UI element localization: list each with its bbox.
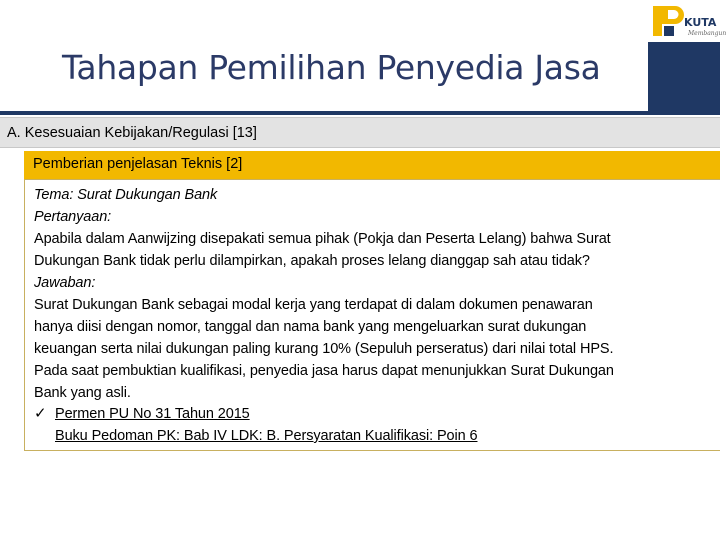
page-title: Tahapan Pemilihan Penyedia Jasa bbox=[62, 48, 601, 87]
pertanyaan-label: Pertanyaan: bbox=[34, 209, 112, 225]
question-line: Apabila dalam Aanwijzing disepakati semua pihak (Pokja dan Peserta Lelang) bahwa Surat bbox=[34, 231, 611, 247]
reference-item: Buku Pedoman PK: Bab IV LDK: B. Persyaratan Kualifikasi: Poin 6 bbox=[55, 428, 478, 444]
tema-line: Tema: Surat Dukungan Bank bbox=[34, 187, 218, 203]
answer-line: keuangan serta nilai dukungan paling kurang 10% (Sepuluh perseratus) dari nilai total HPS. bbox=[34, 341, 614, 357]
section-label: A. Kesesuaian Kebijakan/Regulasi [13] bbox=[7, 125, 257, 141]
answer-line: Pada saat pembuktian kualifikasi, penyedia jasa harus dapat menunjukkan Surat Dukungan bbox=[34, 363, 614, 379]
answer-line: Surat Dukungan Bank sebagai modal kerja yang terdapat di dalam dokumen penawaran bbox=[34, 297, 593, 313]
jawaban-label: Jawaban: bbox=[34, 275, 96, 291]
title-underline bbox=[0, 111, 648, 115]
logo-subtext: Membangun bbox=[688, 30, 726, 37]
question-line: Dukungan Bank tidak perlu dilampirkan, apakah proses lelang dianggap sah atau tidak? bbox=[34, 253, 590, 269]
section-header bbox=[0, 117, 720, 148]
answer-line: Bank yang asli. bbox=[34, 385, 131, 401]
kementerian-pupr-logo-icon bbox=[651, 4, 687, 38]
logo-text: KUTA bbox=[684, 16, 717, 29]
checkmark-icon: ✓ bbox=[34, 405, 47, 422]
subsection-header bbox=[24, 151, 720, 179]
subsection-label: Pemberian penjelasan Teknis [2] bbox=[33, 156, 243, 172]
answer-line: hanya diisi dengan nomor, tanggal dan nama bank yang mengeluarkan surat dukungan bbox=[34, 319, 587, 335]
content-box bbox=[24, 179, 720, 451]
reference-item: Permen PU No 31 Tahun 2015 bbox=[55, 406, 250, 422]
